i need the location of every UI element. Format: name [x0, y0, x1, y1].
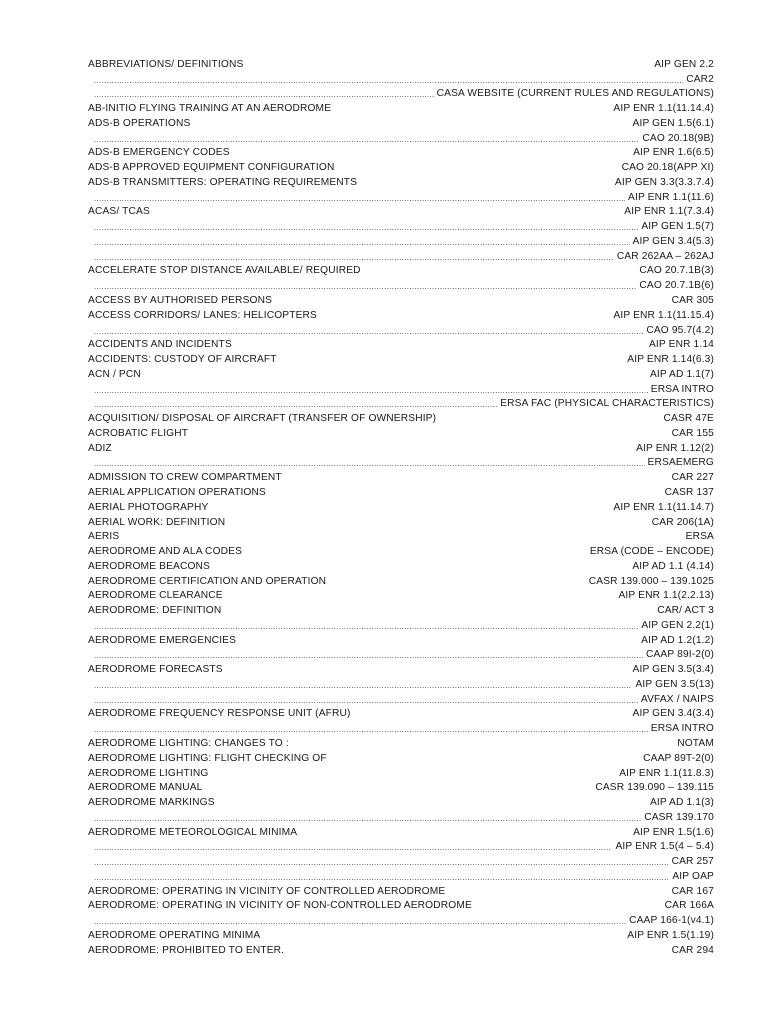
entry-reference: AIP ENR 1.1(11.14.4): [613, 103, 714, 115]
index-entry: [88, 264, 714, 279]
index-entry: [88, 205, 714, 220]
dot-leader: [323, 309, 610, 323]
entry-subject: AERODROME: OPERATING IN VICINITY OF NON-CONTROLLED AERODROME: [88, 900, 472, 912]
entry-subject: AERODROME CERTIFICATION AND OPERATION: [88, 575, 327, 587]
entry-reference: CAR 262AA – 262AJ: [616, 250, 714, 262]
entry-subject: AERODROME: OPERATING IN VICINITY OF CONTROLLED AERODROME: [88, 885, 446, 897]
dot-leader: [156, 205, 621, 219]
dot-leader: [357, 707, 630, 721]
index-entry: [88, 648, 714, 663]
dot-leader: [221, 796, 647, 810]
dot-leader: [94, 235, 630, 249]
dot-leader: [367, 264, 637, 278]
entry-subject: AERIS: [88, 531, 120, 543]
entry-subject: AERODROME: PROHIBITED TO ENTER.: [88, 944, 285, 956]
entry-subject: AERIAL PHOTOGRAPHY: [88, 501, 209, 513]
entry-subject: ACQUISITION/ DISPOSAL OF AIRCRAFT (TRANSFER OF OWNERSHIP): [88, 413, 437, 425]
entry-subject: ACROBATIC FLIGHT: [88, 427, 189, 439]
entry-reference: AIP ENR 1.1(11.15.4): [613, 309, 714, 321]
index-entry: [88, 338, 714, 353]
entry-subject: ACAS/ TCAS: [88, 206, 150, 218]
dot-leader: [94, 456, 645, 470]
entry-reference: AIP ENR 1.1(7.3.4): [624, 206, 714, 218]
index-entry: [88, 766, 714, 781]
dot-leader: [94, 250, 614, 264]
entry-subject: ACCELERATE STOP DISTANCE AVAILABLE/ REQUIRED: [88, 265, 361, 277]
index-entry: [88, 470, 714, 485]
dot-leader: [227, 604, 654, 618]
index-entry: [88, 692, 714, 707]
entry-reference: CAAP 166-1(v4.1): [629, 915, 714, 927]
index-entry: [88, 869, 714, 884]
dot-leader: [451, 885, 668, 899]
index-entry: [88, 441, 714, 456]
entry-reference: AIP AD 1.1 (4.14): [632, 560, 714, 572]
dot-leader: [266, 929, 624, 943]
entry-subject: ACN / PCN: [88, 368, 141, 380]
index-entry: [88, 278, 714, 293]
index-entry: [88, 884, 714, 899]
entry-reference: AIP GEN 3.3(3.3.7.4): [614, 176, 714, 188]
index-entry: [88, 249, 714, 264]
entry-subject: AERODROME METEOROLOGICAL MINIMA: [88, 826, 298, 838]
entry-reference: AVFAX / NAIPS: [640, 693, 714, 705]
entry-subject: ADIZ: [88, 442, 112, 454]
entry-reference: AIP GEN 3.4(3.4): [632, 708, 714, 720]
index-entry: [88, 485, 714, 500]
entry-reference: AIP GEN 2.2(1): [641, 619, 714, 631]
index-entry: [88, 352, 714, 367]
index-entry: [88, 426, 714, 441]
index-entry: [88, 515, 714, 530]
entry-reference: ERSA: [685, 531, 714, 543]
dot-leader: [94, 855, 669, 869]
entry-reference: ERSA INTRO: [650, 723, 714, 735]
entry-reference: AIP ENR 1.5(4 – 5.4): [615, 841, 714, 853]
entry-reference: CASA WEBSITE (CURRENT RULES AND REGULATIONS): [436, 88, 714, 100]
dot-leader: [231, 516, 649, 530]
entry-subject: AERODROME CLEARANCE: [88, 590, 223, 602]
dot-leader: [249, 58, 651, 72]
entry-reference: AIP GEN 3.5(13): [635, 678, 714, 690]
dot-leader: [194, 427, 668, 441]
entry-reference: CAR/ ACT 3: [657, 605, 714, 617]
entry-subject: AERODROME MARKINGS: [88, 797, 215, 809]
dot-leader: [278, 294, 669, 308]
entry-subject: AERODROME LIGHTING: [88, 767, 209, 779]
dot-leader: [94, 324, 643, 338]
entry-subject: AERODROME FORECASTS: [88, 664, 223, 676]
dot-leader: [94, 397, 497, 411]
entry-subject: ADS-B TRANSMITTERS: OPERATING REQUIREMENTS: [88, 176, 358, 188]
entry-reference: CAR 227: [671, 472, 714, 484]
entry-reference: CAO 20.18(APP XI): [621, 162, 714, 174]
index-entry: [88, 219, 714, 234]
index-entry: [88, 810, 714, 825]
entry-subject: AB-INITIO FLYING TRAINING AT AN AERODROME: [88, 103, 332, 115]
entry-subject: AERODROME EMERGENCIES: [88, 634, 237, 646]
entry-reference: AIP GEN 2.2: [654, 58, 714, 70]
dot-leader: [229, 589, 616, 603]
entry-subject: ADS-B EMERGENCY CODES: [88, 147, 230, 159]
index-list: [88, 57, 714, 958]
entry-reference: AIP AD 1.1(3): [649, 797, 714, 809]
entry-reference: CAO 20.18(9B): [642, 132, 714, 144]
entry-reference: CAR 257: [671, 856, 714, 868]
index-entry: [88, 544, 714, 559]
dot-leader: [94, 870, 669, 884]
index-entry: [88, 899, 714, 914]
entry-subject: AERODROME FREQUENCY RESPONSE UNIT (AFRU): [88, 708, 351, 720]
dot-leader: [242, 634, 638, 648]
dot-leader: [332, 575, 586, 589]
index-entry: [88, 101, 714, 116]
index-entry: [88, 928, 714, 943]
index-entry: [88, 913, 714, 928]
entry-subject: AERODROME: DEFINITION: [88, 605, 222, 617]
index-entry: [88, 382, 714, 397]
entry-reference: NOTAM: [677, 737, 714, 749]
entry-subject: ADS-B APPROVED EQUIPMENT CONFIGURATION: [88, 162, 335, 174]
dot-leader: [125, 530, 682, 544]
index-entry: [88, 662, 714, 677]
entry-reference: CAR 167: [671, 885, 714, 897]
index-entry: [88, 293, 714, 308]
entry-subject: ADMISSION TO CREW COMPARTMENT: [88, 472, 282, 484]
dot-leader: [333, 752, 640, 766]
dot-leader: [442, 412, 660, 426]
index-entry: [88, 323, 714, 338]
dot-leader: [94, 619, 638, 633]
dot-leader: [229, 663, 630, 677]
index-entry: [88, 589, 714, 604]
dot-leader: [478, 899, 662, 913]
index-entry: [88, 618, 714, 633]
index-entry: [88, 559, 714, 574]
dot-leader: [295, 737, 674, 751]
entry-reference: ERSA INTRO: [650, 383, 714, 395]
index-entry: [88, 131, 714, 146]
entry-reference: CASR 139.000 – 139.1025: [588, 575, 714, 587]
index-entry: [88, 781, 714, 796]
entry-subject: ACCIDENTS AND INCIDENTS: [88, 339, 232, 351]
index-entry: [88, 677, 714, 692]
dot-leader: [94, 220, 638, 234]
index-entry: [88, 57, 714, 72]
entry-reference: CAO 95.7(4.2): [646, 324, 714, 336]
entry-reference: CAO 20.7.1B(3): [639, 265, 714, 277]
index-entry: [88, 574, 714, 589]
index-entry: [88, 72, 714, 87]
dot-leader: [147, 368, 647, 382]
entry-subject: ACCESS CORRIDORS/ LANES: HELICOPTERS: [88, 309, 318, 321]
entry-reference: ERSA FAC (PHYSICAL CHARACTERISTICS): [500, 398, 714, 410]
dot-leader: [340, 161, 618, 175]
index-entry: [88, 175, 714, 190]
entry-reference: AIP ENR 1.12(2): [636, 442, 714, 454]
index-entry: [88, 87, 714, 102]
entry-reference: AIP ENR 1.1(2.2.13): [618, 590, 714, 602]
dot-leader: [303, 826, 630, 840]
index-entry: [88, 736, 714, 751]
index-entry: [88, 456, 714, 471]
dot-leader: [363, 176, 612, 190]
entry-subject: AERODROME LIGHTING: CHANGES TO :: [88, 737, 289, 749]
dot-leader: [94, 279, 636, 293]
entry-reference: CAR 155: [671, 427, 714, 439]
dot-leader: [216, 560, 629, 574]
entry-reference: AIP GEN 1.5(6.1): [632, 117, 714, 129]
entry-reference: AIP ENR 1.14: [648, 339, 714, 351]
entry-subject: ADS-B OPERATIONS: [88, 117, 191, 129]
entry-reference: CAAP 89I-2(0): [645, 649, 714, 661]
entry-subject: AERIAL APPLICATION OPERATIONS: [88, 486, 266, 498]
index-entry: [88, 854, 714, 869]
entry-reference: AIP AD 1.2(1.2): [641, 634, 714, 646]
entry-subject: ACCIDENTS: CUSTODY OF AIRCRAFT: [88, 354, 277, 366]
dot-leader: [208, 781, 592, 795]
entry-subject: AERODROME AND ALA CODES: [88, 546, 243, 558]
dot-leader: [94, 73, 683, 87]
dot-leader: [94, 678, 632, 692]
entry-reference: CASR 47E: [663, 413, 714, 425]
dot-leader: [94, 191, 625, 205]
dot-leader: [283, 353, 625, 367]
dot-leader: [236, 146, 630, 160]
dot-leader: [337, 102, 610, 116]
dot-leader: [214, 767, 616, 781]
entry-reference: CASR 139.090 – 139.115: [595, 782, 714, 794]
entry-reference: ERSA (CODE – ENCODE): [589, 546, 714, 558]
entry-reference: AIP ENR 1.5(1.19): [627, 929, 714, 941]
index-entry: [88, 234, 714, 249]
entry-reference: AIP AD 1.1(7): [649, 368, 714, 380]
entry-reference: CASR 139.170: [644, 811, 714, 823]
entry-subject: AERIAL WORK: DEFINITION: [88, 516, 226, 528]
entry-reference: AIP GEN 3.5(3.4): [632, 664, 714, 676]
index-entry: [88, 530, 714, 545]
dot-leader: [248, 545, 587, 559]
index-entry: [88, 603, 714, 618]
entry-subject: AERODROME MANUAL: [88, 782, 203, 794]
entry-subject: AERODROME OPERATING MINIMA: [88, 929, 261, 941]
index-entry: [88, 411, 714, 426]
dot-leader: [214, 501, 610, 515]
index-entry: [88, 633, 714, 648]
dot-leader: [118, 442, 633, 456]
dot-leader: [238, 338, 646, 352]
dot-leader: [94, 87, 434, 101]
entry-reference: CAO 20.7.1B(6): [639, 280, 714, 292]
index-entry: [88, 160, 714, 175]
index-entry: [88, 146, 714, 161]
entry-reference: AIP OAP: [672, 870, 714, 882]
entry-reference: AIP GEN 1.5(7): [641, 221, 714, 233]
index-entry: [88, 397, 714, 412]
entry-reference: CAAP 89T-2(0): [643, 752, 714, 764]
index-entry: [88, 500, 714, 515]
entry-reference: AIP ENR 1.14(6.3): [627, 354, 714, 366]
entry-reference: CAR 305: [671, 295, 714, 307]
entry-reference: CAR 206(1A): [651, 516, 714, 528]
index-entry: [88, 707, 714, 722]
dot-leader: [94, 383, 648, 397]
entry-reference: AIP ENR 1.1(11.6): [628, 191, 714, 203]
dot-leader: [94, 840, 612, 854]
entry-reference: CAR2: [686, 73, 714, 85]
entry-reference: CAR 294: [671, 944, 714, 956]
dot-leader: [196, 117, 629, 131]
entry-reference: AIP GEN 3.4(5.3): [632, 235, 714, 247]
index-entry: [88, 721, 714, 736]
dot-leader: [94, 648, 643, 662]
index-entry: [88, 795, 714, 810]
entry-subject: AERODROME LIGHTING: FLIGHT CHECKING OF: [88, 752, 327, 764]
entry-subject: ABBREVIATIONS/ DEFINITIONS: [88, 58, 244, 70]
entry-reference: AIP ENR 1.6(6.5): [633, 147, 714, 159]
dot-leader: [272, 486, 662, 500]
index-entry: [88, 116, 714, 131]
dot-leader: [94, 693, 638, 707]
index-entry: [88, 367, 714, 382]
dot-leader: [288, 471, 669, 485]
entry-reference: CASR 137: [664, 486, 714, 498]
index-entry: [88, 190, 714, 205]
entry-reference: ERSAEMERG: [647, 457, 714, 469]
dot-leader: [94, 132, 639, 146]
entry-reference: AIP ENR 1.1(11.14.7): [613, 501, 714, 513]
dot-leader: [94, 914, 626, 928]
entry-subject: ACCESS BY AUTHORISED PERSONS: [88, 295, 273, 307]
entry-reference: AIP ENR 1.1(11.8.3): [619, 767, 714, 779]
index-entry: [88, 840, 714, 855]
index-entry: [88, 751, 714, 766]
index-entry: [88, 308, 714, 323]
entry-reference: AIP ENR 1.5(1.6): [633, 826, 714, 838]
dot-leader: [94, 811, 641, 825]
entry-subject: AERODROME BEACONS: [88, 560, 210, 572]
index-entry: [88, 825, 714, 840]
index-entry: [88, 943, 714, 958]
dot-leader: [94, 722, 648, 736]
dot-leader: [290, 944, 668, 958]
entry-reference: CAR 166A: [664, 900, 714, 912]
